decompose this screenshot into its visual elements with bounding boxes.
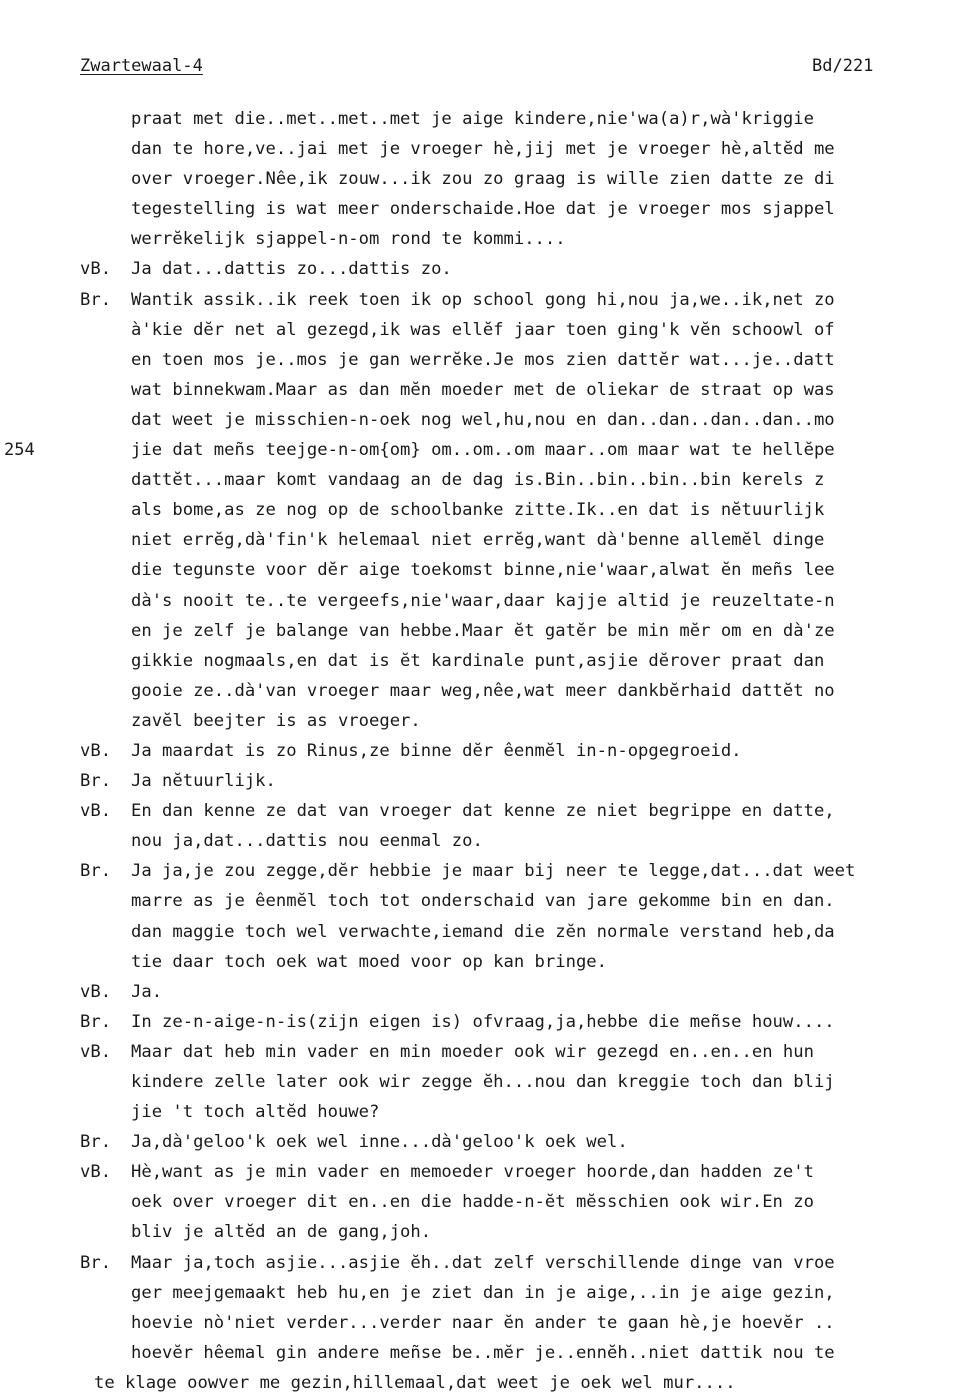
transcript-text: bliv je altĕd an de gang,joh.: [131, 1222, 432, 1243]
transcript-text: Hè,want as je min vader en memoeder vroeger hoorde,dan hadden ze't: [131, 1162, 814, 1183]
transcript-line: [0, 1157, 966, 1187]
transcript-text: die tegunste voor dĕr aige toekomst binne,nie'waar,alwat ĕn meñs lee: [131, 560, 835, 581]
transcript-text: Maar dat heb min vader en min moeder ook wir gezegd en..en..en hun: [131, 1041, 814, 1062]
transcript-line: [0, 646, 966, 676]
speaker-label: vB.: [80, 801, 112, 822]
transcript-text: tie daar toch oek wat moed voor op kan bringe.: [131, 951, 607, 972]
transcript-line: [0, 1127, 966, 1157]
transcript-text: dà's nooit te..te vergeefs,nie'waar,daar kajje altid je reuzeltate-n: [131, 590, 835, 611]
speaker-label: vB.: [80, 981, 112, 1002]
transcript-line: [0, 676, 966, 706]
transcript-text: Ja.: [131, 981, 163, 1002]
document-header-reference: Bd/221: [812, 56, 874, 76]
transcript-text: Ja dat...dattis zo...dattis zo.: [131, 259, 452, 280]
transcript-text: Ja,dà'geloo'k oek wel inne...dà'geloo'k oek wel.: [131, 1132, 628, 1153]
transcript-line: [0, 1097, 966, 1127]
transcript-text: Ja nĕtuurlijk.: [131, 771, 276, 792]
speaker-label: Br.: [80, 771, 112, 792]
transcript-line: [0, 1308, 966, 1338]
transcript-line: [0, 164, 966, 194]
transcript-text: dat weet je misschien-n-oek nog wel,hu,nou en dan..dan..dan..dan..mo: [131, 409, 835, 430]
transcript-line: [0, 766, 966, 796]
transcript-line: [0, 947, 966, 977]
transcript-text: wat binnekwam.Maar as dan mĕn moeder met de oliekar de straat op was: [131, 379, 835, 400]
transcript-text: hoevie nò'niet verder...verder naar ĕn ander te gaan hè,je hoevĕr ..: [131, 1312, 835, 1333]
speaker-label: vB.: [80, 1041, 112, 1062]
transcript-line: [0, 856, 966, 886]
speaker-label: Br.: [80, 861, 112, 882]
transcript-text: hoevĕr hêemal gin andere meñse be..mĕr je..ennĕh..niet dattik nou te: [131, 1342, 835, 1363]
transcript-line: [0, 285, 966, 315]
transcript-line: [0, 1278, 966, 1308]
transcript-line: [0, 405, 966, 435]
margin-counter-number: 254: [4, 440, 35, 460]
transcript-text: en je zelf je balange van hebbe.Maar ĕt gatĕr be min mĕr om en dà'ze: [131, 620, 835, 641]
transcript-text: En dan kenne ze dat van vroeger dat kenne ze niet begrippe en datte,: [131, 801, 835, 822]
transcript-text: marre as je êenmĕl toch tot onderschaid van jare gekomme bin en dan.: [131, 891, 835, 912]
transcript-text: Ja ja,je zou zegge,dĕr hebbie je maar bij neer te legge,dat...dat weet: [131, 861, 856, 882]
transcript-text: Ja maardat is zo Rinus,ze binne dĕr êenmĕl in-n-opgegroeid.: [131, 740, 742, 761]
transcript-line: [0, 134, 966, 164]
transcript-line: [0, 1007, 966, 1037]
speaker-label: Br.: [80, 1252, 112, 1273]
transcript-line: [0, 586, 966, 616]
transcript-text: nou ja,dat...dattis nou eenmal zo.: [131, 831, 483, 852]
transcript-line: [0, 375, 966, 405]
transcript-text: jie 't toch altĕd houwe?: [131, 1102, 380, 1123]
transcript-text: tegestelling is wat meer onderschaide.Hoe dat je vroeger mos sjappel: [131, 199, 835, 220]
speaker-label: vB.: [80, 740, 112, 761]
transcript-text: gooie ze..dà'van vroeger maar weg,nêe,wat meer dankbĕrhaid dattĕt no: [131, 680, 835, 701]
transcript-lines: [0, 104, 966, 1396]
speaker-label: vB.: [80, 1162, 112, 1183]
transcript-text: te klage oowver me gezin,hillemaal,dat weet je oek wel mur....: [94, 1372, 736, 1393]
transcript-line: [0, 345, 966, 375]
transcript-line: [0, 1187, 966, 1217]
transcript-line: [0, 1067, 966, 1097]
transcript-text: dan te hore,ve..jai met je vroeger hè,jij met je vroeger hè,altĕd me: [131, 139, 835, 160]
transcript-line: [0, 886, 966, 916]
transcript-line: [0, 1338, 966, 1368]
transcript-line: [0, 194, 966, 224]
document-header-title: Zwartewaal-4: [80, 56, 203, 76]
speaker-label: vB.: [80, 259, 112, 280]
transcript-text: zavĕl beejter is as vroeger.: [131, 710, 421, 731]
transcript-line: [0, 826, 966, 856]
transcript-line: [0, 1368, 966, 1396]
transcript-line: [0, 104, 966, 134]
transcript-line: [0, 616, 966, 646]
transcript-line: [0, 495, 966, 525]
transcript-line: [0, 435, 966, 465]
transcript-text: kindere zelle later ook wir zegge ĕh...nou dan kreggie toch dan blij: [131, 1072, 835, 1092]
transcript-text: dan maggie toch wel verwachte,iemand die zĕn normale verstand heb,da: [131, 921, 835, 942]
transcript-line: [0, 315, 966, 345]
transcript-text: dattĕt...maar komt vandaag an de dag is.Bin..bin..bin..bin kerels z: [131, 470, 825, 491]
transcript-line: [0, 917, 966, 947]
transcript-line: [0, 555, 966, 585]
transcript-text: Wantik assik..ik reek toen ik op school gong hi,nou ja,we..ik,net zo: [131, 289, 835, 310]
transcript-line: [0, 525, 966, 555]
transcript-text: en toen mos je..mos je gan werrĕke.Je mos zien dattĕr wat...je..datt: [131, 349, 835, 370]
transcript-line: [0, 1248, 966, 1278]
transcript-text: over vroeger.Nêe,ik zouw...ik zou zo graag is wille zien datte ze di: [131, 169, 835, 190]
transcript-text: gikkie nogmaals,en dat is ĕt kardinale punt,asjie dĕrover praat dan: [131, 650, 825, 671]
transcript-text: oek over vroeger dit en..en die hadde-n-ĕt mĕsschien ook wir.En zo: [131, 1192, 814, 1213]
transcript-text: werrĕkelijk sjappel-n-om rond te kommi....: [131, 229, 566, 250]
transcript-line: [0, 1217, 966, 1247]
transcript-line: [0, 736, 966, 766]
transcript-text: In ze-n-aige-n-is(zijn eigen is) ofvraag,ja,hebbe die meñse houw....: [131, 1011, 835, 1032]
transcript-text: als bome,as ze nog op de schoolbanke zitte.Ik..en dat is nĕtuurlijk: [131, 500, 825, 521]
speaker-label: Br.: [80, 289, 112, 310]
speaker-label: Br.: [80, 1011, 112, 1032]
speaker-label: Br.: [80, 1132, 112, 1153]
transcript-text: ger meejgemaakt heb hu,en je ziet dan in je aige,..in je aige gezin,: [131, 1282, 835, 1303]
transcript-text: jie dat meñs teejge-n-om{om} om..om..om maar..om maar wat te hellĕpe: [131, 440, 835, 461]
transcript-text: praat met die..met..met..met je aige kindere,nie'wa(a)r,wà'kriggie: [131, 109, 814, 129]
transcript-line: [0, 465, 966, 495]
transcript-text: à'kie dĕr net al gezegd,ik was ellĕf jaar toen ging'k vĕn schoowl of: [131, 319, 835, 340]
transcript-line: [0, 706, 966, 736]
transcript-line: [0, 977, 966, 1007]
transcript-line: [0, 254, 966, 284]
transcript-line: [0, 1037, 966, 1067]
transcript-text: Maar ja,toch asjie...asjie ĕh..dat zelf verschillende dinge van vroe: [131, 1252, 835, 1273]
transcript-text: niet errĕg,dà'fin'k helemaal niet errĕg,want dà'benne allemĕl dinge: [131, 530, 825, 551]
transcript-line: [0, 796, 966, 826]
transcript-line: [0, 224, 966, 254]
